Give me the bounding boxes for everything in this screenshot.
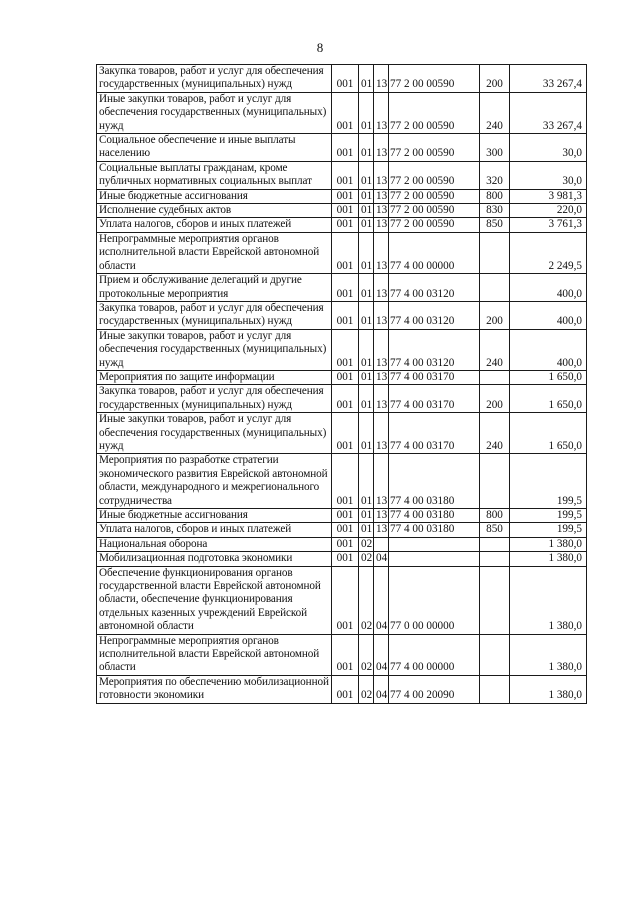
subsection-code-cell: 13 (374, 204, 389, 218)
subsection-code-cell: 13 (374, 370, 389, 384)
item-name-cell: Социальные выплаты гражданам, кроме публичных нормативных социальных выплат (97, 161, 332, 189)
subsection-code-cell: 13 (374, 413, 389, 454)
expense-type-code-cell: 800 (480, 189, 510, 203)
ministry-code-cell: 001 (332, 92, 359, 133)
section-code-cell: 02 (359, 552, 374, 566)
subsection-code-cell: 13 (374, 232, 389, 273)
item-name-cell: Мероприятия по защите информации (97, 370, 332, 384)
item-name-cell: Иные бюджетные ассигнования (97, 509, 332, 523)
expense-type-code-cell: 800 (480, 509, 510, 523)
amount-cell: 1 380,0 (510, 552, 587, 566)
expense-type-code-cell: 850 (480, 523, 510, 537)
ministry-code-cell: 001 (332, 370, 359, 384)
target-article-code-cell: 77 4 00 00000 (389, 634, 480, 675)
expense-type-code-cell: 200 (480, 65, 510, 93)
subsection-code-cell: 13 (374, 385, 389, 413)
target-article-code-cell (389, 537, 480, 551)
table-row (97, 552, 587, 566)
expense-type-code-cell: 200 (480, 301, 510, 329)
section-code-cell: 01 (359, 454, 374, 509)
ministry-code-cell: 001 (332, 65, 359, 93)
amount-cell: 30,0 (510, 134, 587, 162)
amount-cell: 3 761,3 (510, 218, 587, 232)
budget-table-body (97, 65, 587, 704)
subsection-code-cell: 13 (374, 189, 389, 203)
target-article-code-cell: 77 4 00 03180 (389, 509, 480, 523)
section-code-cell: 01 (359, 329, 374, 370)
item-name-cell: Непрограммные мероприятия органов исполнительной власти Еврейской автономной области (97, 634, 332, 675)
ministry-code-cell: 001 (332, 566, 359, 634)
section-code-cell: 01 (359, 204, 374, 218)
section-code-cell: 01 (359, 509, 374, 523)
subsection-code-cell: 13 (374, 329, 389, 370)
ministry-code-cell: 001 (332, 134, 359, 162)
ministry-code-cell: 001 (332, 385, 359, 413)
target-article-code-cell: 77 4 00 03120 (389, 274, 480, 302)
expense-type-code-cell (480, 370, 510, 384)
ministry-code-cell: 001 (332, 675, 359, 703)
item-name-cell: Исполнение судебных актов (97, 204, 332, 218)
item-name-cell: Иные закупки товаров, работ и услуг для обеспечения государственных (муниципальных) нужд (97, 329, 332, 370)
table-row (97, 385, 587, 413)
item-name-cell: Национальная оборона (97, 537, 332, 551)
section-code-cell: 01 (359, 385, 374, 413)
section-code-cell: 02 (359, 675, 374, 703)
expense-type-code-cell (480, 566, 510, 634)
table-row (97, 370, 587, 384)
item-name-cell: Социальное обеспечение и иные выплаты населению (97, 134, 332, 162)
amount-cell: 2 249,5 (510, 232, 587, 273)
expense-type-code-cell (480, 274, 510, 302)
table-row (97, 537, 587, 551)
amount-cell: 1 380,0 (510, 537, 587, 551)
subsection-code-cell: 13 (374, 65, 389, 93)
item-name-cell: Уплата налогов, сборов и иных платежей (97, 218, 332, 232)
subsection-code-cell: 04 (374, 634, 389, 675)
target-article-code-cell: 77 4 00 03170 (389, 385, 480, 413)
subsection-code-cell: 04 (374, 566, 389, 634)
item-name-cell: Иные закупки товаров, работ и услуг для обеспечения государственных (муниципальных) нужд (97, 92, 332, 133)
section-code-cell: 02 (359, 566, 374, 634)
section-code-cell: 01 (359, 523, 374, 537)
section-code-cell: 02 (359, 537, 374, 551)
item-name-cell: Непрограммные мероприятия органов исполнительной власти Еврейской автономной области (97, 232, 332, 273)
table-row (97, 329, 587, 370)
amount-cell: 1 380,0 (510, 634, 587, 675)
amount-cell: 400,0 (510, 301, 587, 329)
ministry-code-cell: 001 (332, 552, 359, 566)
amount-cell: 3 981,3 (510, 189, 587, 203)
table-row (97, 413, 587, 454)
target-article-code-cell: 77 4 00 03180 (389, 454, 480, 509)
subsection-code-cell: 13 (374, 134, 389, 162)
section-code-cell: 01 (359, 218, 374, 232)
table-row (97, 218, 587, 232)
target-article-code-cell: 77 2 00 00590 (389, 218, 480, 232)
expense-type-code-cell (480, 552, 510, 566)
ministry-code-cell: 001 (332, 218, 359, 232)
table-row (97, 301, 587, 329)
subsection-code-cell: 13 (374, 454, 389, 509)
table-row (97, 675, 587, 703)
section-code-cell: 01 (359, 413, 374, 454)
table-row (97, 65, 587, 93)
amount-cell: 199,5 (510, 454, 587, 509)
table-row (97, 274, 587, 302)
target-article-code-cell: 77 4 00 00000 (389, 232, 480, 273)
ministry-code-cell: 001 (332, 537, 359, 551)
item-name-cell: Иные бюджетные ассигнования (97, 189, 332, 203)
section-code-cell: 01 (359, 189, 374, 203)
section-code-cell: 01 (359, 134, 374, 162)
ministry-code-cell: 001 (332, 274, 359, 302)
amount-cell: 33 267,4 (510, 65, 587, 93)
item-name-cell: Закупка товаров, работ и услуг для обеспечения государственных (муниципальных) нужд (97, 301, 332, 329)
item-name-cell: Уплата налогов, сборов и иных платежей (97, 523, 332, 537)
expense-type-code-cell (480, 675, 510, 703)
table-row (97, 134, 587, 162)
section-code-cell: 01 (359, 92, 374, 133)
table-row (97, 509, 587, 523)
target-article-code-cell: 77 2 00 00590 (389, 161, 480, 189)
section-code-cell: 01 (359, 65, 374, 93)
ministry-code-cell: 001 (332, 232, 359, 273)
item-name-cell: Закупка товаров, работ и услуг для обеспечения государственных (муниципальных) нужд (97, 385, 332, 413)
amount-cell: 1 650,0 (510, 413, 587, 454)
table-row (97, 161, 587, 189)
amount-cell: 400,0 (510, 329, 587, 370)
amount-cell: 199,5 (510, 509, 587, 523)
table-row (97, 454, 587, 509)
table-row (97, 634, 587, 675)
subsection-code-cell: 13 (374, 92, 389, 133)
page-number: 8 (316, 40, 324, 55)
section-code-cell: 01 (359, 232, 374, 273)
expense-type-code-cell: 320 (480, 161, 510, 189)
subsection-code-cell: 04 (374, 675, 389, 703)
section-code-cell: 01 (359, 301, 374, 329)
amount-cell: 1 650,0 (510, 385, 587, 413)
target-article-code-cell: 77 2 00 00590 (389, 65, 480, 93)
target-article-code-cell: 77 2 00 00590 (389, 134, 480, 162)
amount-cell: 30,0 (510, 161, 587, 189)
subsection-code-cell: 13 (374, 523, 389, 537)
ministry-code-cell: 001 (332, 161, 359, 189)
expense-type-code-cell (480, 634, 510, 675)
table-row (97, 566, 587, 634)
ministry-code-cell: 001 (332, 204, 359, 218)
ministry-code-cell: 001 (332, 413, 359, 454)
ministry-code-cell: 001 (332, 301, 359, 329)
expense-type-code-cell: 300 (480, 134, 510, 162)
expense-type-code-cell: 240 (480, 329, 510, 370)
amount-cell: 199,5 (510, 523, 587, 537)
subsection-code-cell (374, 537, 389, 551)
item-name-cell: Мероприятия по обеспечению мобилизационной готовности экономики (97, 675, 332, 703)
amount-cell: 1 380,0 (510, 566, 587, 634)
target-article-code-cell: 77 0 00 00000 (389, 566, 480, 634)
item-name-cell: Мероприятия по разработке стратегии экономического развития Еврейской автономной области, международного и межрегионального сотрудничества (97, 454, 332, 509)
subsection-code-cell: 13 (374, 161, 389, 189)
target-article-code-cell: 77 4 00 03170 (389, 370, 480, 384)
amount-cell: 400,0 (510, 274, 587, 302)
subsection-code-cell: 13 (374, 218, 389, 232)
expense-type-code-cell: 200 (480, 385, 510, 413)
subsection-code-cell: 13 (374, 301, 389, 329)
target-article-code-cell: 77 4 00 20090 (389, 675, 480, 703)
section-code-cell: 01 (359, 161, 374, 189)
table-row (97, 523, 587, 537)
expense-type-code-cell: 240 (480, 92, 510, 133)
expense-type-code-cell: 850 (480, 218, 510, 232)
target-article-code-cell: 77 2 00 00590 (389, 204, 480, 218)
amount-cell: 1 380,0 (510, 675, 587, 703)
ministry-code-cell: 001 (332, 634, 359, 675)
table-row (97, 232, 587, 273)
subsection-code-cell: 13 (374, 509, 389, 523)
expense-type-code-cell (480, 454, 510, 509)
ministry-code-cell: 001 (332, 189, 359, 203)
ministry-code-cell: 001 (332, 329, 359, 370)
item-name-cell: Обеспечение функционирования органов государственной власти Еврейской автономной области, обеспечение функционирования отдельных казенных учреждений Еврейской автономной области (97, 566, 332, 634)
subsection-code-cell: 13 (374, 274, 389, 302)
ministry-code-cell: 001 (332, 454, 359, 509)
target-article-code-cell: 77 2 00 00590 (389, 189, 480, 203)
expense-type-code-cell (480, 232, 510, 273)
target-article-code-cell: 77 4 00 03120 (389, 329, 480, 370)
target-article-code-cell: 77 4 00 03120 (389, 301, 480, 329)
section-code-cell: 01 (359, 370, 374, 384)
target-article-code-cell: 77 4 00 03180 (389, 523, 480, 537)
ministry-code-cell: 001 (332, 509, 359, 523)
ministry-code-cell: 001 (332, 523, 359, 537)
section-code-cell: 02 (359, 634, 374, 675)
expense-type-code-cell: 830 (480, 204, 510, 218)
amount-cell: 220,0 (510, 204, 587, 218)
budget-table (96, 64, 587, 704)
target-article-code-cell: 77 4 00 03170 (389, 413, 480, 454)
amount-cell: 1 650,0 (510, 370, 587, 384)
item-name-cell: Мобилизационная подготовка экономики (97, 552, 332, 566)
target-article-code-cell (389, 552, 480, 566)
target-article-code-cell: 77 2 00 00590 (389, 92, 480, 133)
item-name-cell: Закупка товаров, работ и услуг для обеспечения государственных (муниципальных) нужд (97, 65, 332, 93)
expense-type-code-cell (480, 537, 510, 551)
table-row (97, 204, 587, 218)
expense-type-code-cell: 240 (480, 413, 510, 454)
table-row (97, 189, 587, 203)
subsection-code-cell: 04 (374, 552, 389, 566)
table-row (97, 92, 587, 133)
section-code-cell: 01 (359, 274, 374, 302)
item-name-cell: Прием и обслуживание делегаций и другие протокольные мероприятия (97, 274, 332, 302)
item-name-cell: Иные закупки товаров, работ и услуг для обеспечения государственных (муниципальных) нужд (97, 413, 332, 454)
amount-cell: 33 267,4 (510, 92, 587, 133)
